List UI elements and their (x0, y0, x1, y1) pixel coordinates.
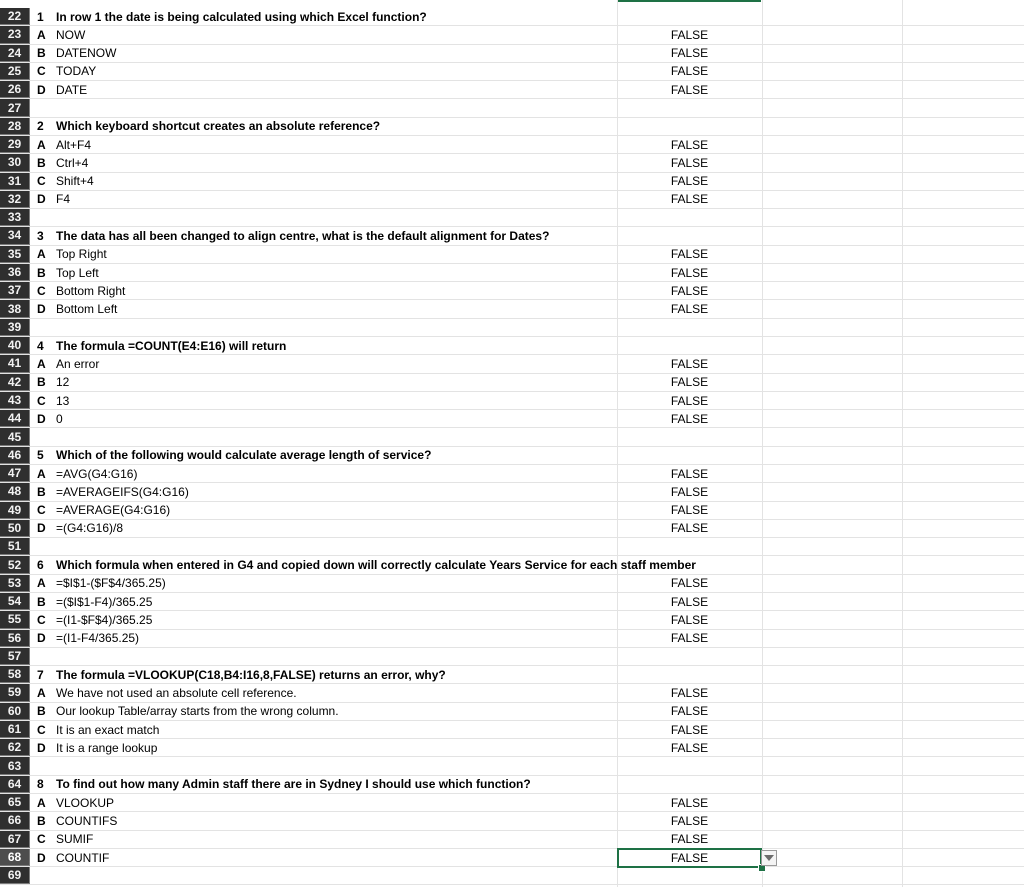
option-letter-cell[interactable]: C (37, 64, 46, 79)
answer-value-cell[interactable]: FALSE (670, 155, 709, 170)
row-header[interactable]: 26 (0, 81, 30, 98)
sheet-row[interactable] (0, 8, 1024, 26)
question-text-cell[interactable]: To find out how many Admin staff there are in Sydney I should use which function? (56, 777, 531, 792)
option-letter-cell[interactable]: C (37, 283, 46, 298)
answer-value-cell[interactable]: FALSE (670, 137, 709, 152)
answer-value-cell[interactable]: FALSE (670, 46, 709, 61)
option-text-cell[interactable]: =$I$1-($F$4/365.25) (56, 576, 166, 591)
sheet-row[interactable] (0, 849, 1024, 867)
row-header[interactable]: 65 (0, 794, 30, 811)
option-text-cell[interactable]: =(I1-$F$4)/365.25 (56, 612, 153, 627)
question-number-cell[interactable]: 7 (37, 667, 44, 682)
answer-value-cell[interactable]: FALSE (670, 27, 709, 42)
option-letter-cell[interactable] (37, 319, 53, 336)
row-header[interactable]: 55 (0, 611, 30, 628)
sheet-row[interactable] (0, 465, 1024, 483)
row-header[interactable]: 56 (0, 630, 30, 647)
sheet-row[interactable] (0, 575, 1024, 593)
answer-value-cell[interactable] (617, 337, 762, 354)
row-header[interactable]: 63 (0, 757, 30, 774)
row-header[interactable]: 49 (0, 502, 30, 519)
sheet-row[interactable] (0, 721, 1024, 739)
answer-value-cell[interactable]: FALSE (670, 411, 709, 426)
answer-value-cell[interactable]: FALSE (670, 503, 709, 518)
sheet-row[interactable] (0, 428, 1024, 446)
row-header[interactable]: 25 (0, 63, 30, 80)
question-text-cell[interactable]: Which keyboard shortcut creates an absolute reference? (56, 119, 381, 134)
sheet-row[interactable] (0, 831, 1024, 849)
row-header[interactable]: 24 (0, 45, 30, 62)
option-text-cell[interactable]: =AVERAGE(G4:G16) (56, 503, 171, 518)
option-text-cell[interactable]: =AVG(G4:G16) (56, 466, 138, 481)
row-header[interactable]: 61 (0, 721, 30, 738)
option-letter-cell[interactable] (37, 99, 53, 116)
option-text-cell[interactable]: Ctrl+4 (56, 155, 89, 170)
option-text-cell[interactable]: An error (56, 356, 100, 371)
option-letter-cell[interactable]: C (37, 832, 46, 847)
sheet-row[interactable] (0, 666, 1024, 684)
option-letter-cell[interactable]: B (37, 484, 46, 499)
sheet-row[interactable] (0, 319, 1024, 337)
sheet-row[interactable] (0, 355, 1024, 373)
row-header[interactable]: 62 (0, 739, 30, 756)
option-text-cell[interactable]: DATE (56, 82, 88, 97)
option-text-cell[interactable]: DATENOW (56, 46, 117, 61)
option-text-cell[interactable]: 13 (56, 393, 70, 408)
row-header[interactable]: 22 (0, 8, 30, 25)
option-text-cell[interactable]: COUNTIFS (56, 813, 118, 828)
row-header[interactable]: 66 (0, 812, 30, 829)
answer-value-cell[interactable] (617, 447, 762, 464)
option-text-cell[interactable]: Top Right (56, 247, 107, 262)
answer-value-cell[interactable]: FALSE (670, 704, 709, 719)
option-text-cell[interactable]: It is a range lookup (56, 740, 158, 755)
answer-value-cell[interactable]: FALSE (670, 174, 709, 189)
row-header[interactable]: 53 (0, 575, 30, 592)
sheet-row[interactable] (0, 794, 1024, 812)
answer-value-cell[interactable]: FALSE (670, 265, 709, 280)
sheet-row[interactable] (0, 136, 1024, 154)
answer-value-cell[interactable] (617, 428, 762, 445)
answer-value-cell[interactable]: FALSE (670, 247, 709, 262)
row-header[interactable]: 37 (0, 282, 30, 299)
option-letter-cell[interactable]: D (37, 192, 46, 207)
sheet-row[interactable] (0, 867, 1024, 885)
answer-value-cell[interactable]: FALSE (670, 521, 709, 536)
sheet-row[interactable] (0, 300, 1024, 318)
sheet-row[interactable] (0, 757, 1024, 775)
sheet-row[interactable] (0, 246, 1024, 264)
sheet-row[interactable] (0, 45, 1024, 63)
answer-value-cell[interactable] (617, 757, 762, 774)
option-text-cell[interactable]: NOW (56, 27, 86, 42)
sheet-row[interactable] (0, 739, 1024, 757)
answer-value-cell[interactable]: FALSE (670, 82, 709, 97)
option-letter-cell[interactable] (37, 538, 53, 555)
answer-value-cell[interactable] (617, 319, 762, 336)
chevron-down-icon (764, 855, 774, 861)
question-number-cell[interactable]: 3 (37, 228, 44, 243)
option-letter-cell[interactable]: A (37, 466, 46, 481)
sheet-row[interactable] (0, 648, 1024, 666)
answer-value-cell[interactable] (617, 209, 762, 226)
option-letter-cell[interactable]: A (37, 685, 46, 700)
row-header[interactable]: 39 (0, 319, 30, 336)
sheet-row[interactable] (0, 538, 1024, 556)
option-text-cell[interactable]: Shift+4 (56, 174, 94, 189)
option-letter-cell[interactable] (37, 757, 53, 774)
option-letter-cell[interactable]: B (37, 46, 46, 61)
option-text-cell[interactable]: SUMIF (56, 832, 94, 847)
option-letter-cell[interactable]: D (37, 411, 46, 426)
sheet-row[interactable] (0, 502, 1024, 520)
sheet-row[interactable] (0, 118, 1024, 136)
answer-value-cell[interactable]: FALSE (670, 484, 709, 499)
sheet-row[interactable] (0, 209, 1024, 227)
row-header[interactable]: 28 (0, 118, 30, 135)
sheet-row[interactable] (0, 191, 1024, 209)
row-header[interactable]: 44 (0, 410, 30, 427)
row-header[interactable]: 36 (0, 264, 30, 281)
row-header[interactable]: 23 (0, 26, 30, 43)
option-text-cell[interactable]: =(G4:G16)/8 (56, 521, 124, 536)
option-text-cell[interactable]: F4 (56, 192, 71, 207)
question-number-cell[interactable]: 5 (37, 448, 44, 463)
option-letter-cell[interactable] (37, 428, 53, 445)
option-text-cell[interactable]: Bottom Right (56, 283, 126, 298)
row-header[interactable]: 45 (0, 428, 30, 445)
option-text-cell[interactable]: Alt+F4 (56, 137, 92, 152)
answer-value-cell[interactable]: FALSE (670, 375, 709, 390)
sheet-row[interactable] (0, 447, 1024, 465)
option-letter-cell[interactable]: D (37, 850, 46, 865)
question-number-cell[interactable]: 4 (37, 338, 44, 353)
answer-value-cell[interactable]: FALSE (670, 685, 709, 700)
sheet-row[interactable] (0, 227, 1024, 245)
option-text-cell[interactable]: =AVERAGEIFS(G4:G16) (56, 484, 189, 499)
answer-value-cell[interactable] (617, 8, 762, 25)
sheet-row[interactable] (0, 337, 1024, 355)
row-header[interactable]: 27 (0, 99, 30, 116)
answer-value-cell[interactable] (617, 118, 762, 135)
row-header[interactable]: 40 (0, 337, 30, 354)
row-header[interactable]: 69 (0, 867, 30, 884)
question-text-cell[interactable]: The data has all been changed to align centre, what is the default alignment for Dates? (56, 228, 550, 243)
option-letter-cell[interactable]: D (37, 521, 46, 536)
question-number-cell[interactable]: 8 (37, 777, 44, 792)
row-header[interactable]: 59 (0, 684, 30, 701)
option-text-cell[interactable]: VLOOKUP (56, 795, 115, 810)
option-letter-cell[interactable]: D (37, 302, 46, 317)
option-letter-cell[interactable]: B (37, 594, 46, 609)
question-text-cell[interactable]: Which formula when entered in G4 and copied down will correctly calculate Years Service for each staff member (56, 558, 696, 573)
option-letter-cell[interactable]: B (37, 155, 46, 170)
sheet-row[interactable] (0, 392, 1024, 410)
sheet-row[interactable] (0, 173, 1024, 191)
row-header[interactable]: 52 (0, 556, 30, 573)
row-header[interactable]: 60 (0, 703, 30, 720)
row-header[interactable]: 48 (0, 483, 30, 500)
sheet-row[interactable] (0, 630, 1024, 648)
row-header[interactable]: 38 (0, 300, 30, 317)
option-text-cell[interactable]: Top Left (56, 265, 99, 280)
row-header[interactable]: 57 (0, 648, 30, 665)
option-letter-cell[interactable]: A (37, 27, 46, 42)
answer-value-cell[interactable] (617, 99, 762, 116)
answer-value-cell[interactable]: FALSE (670, 612, 709, 627)
option-letter-cell[interactable]: B (37, 375, 46, 390)
option-text-cell[interactable]: TODAY (56, 64, 97, 79)
answer-value-cell[interactable]: FALSE (670, 64, 709, 79)
option-text-cell[interactable]: It is an exact match (56, 722, 160, 737)
sheet-row[interactable] (0, 684, 1024, 702)
answer-value-cell[interactable]: FALSE (670, 795, 709, 810)
sheet-row[interactable] (0, 812, 1024, 830)
row-header[interactable]: 47 (0, 465, 30, 482)
answer-value-cell[interactable] (617, 556, 762, 573)
row-header[interactable]: 67 (0, 831, 30, 848)
option-letter-cell[interactable] (37, 867, 53, 884)
column-selection-indicator (618, 0, 761, 2)
answer-value-cell[interactable] (617, 776, 762, 793)
sheet-row[interactable] (0, 483, 1024, 501)
answer-value-cell[interactable]: FALSE (670, 740, 709, 755)
option-text-cell[interactable]: 12 (56, 375, 70, 390)
answer-value-cell[interactable]: FALSE (670, 576, 709, 591)
answer-value-cell[interactable]: FALSE (670, 302, 709, 317)
row-header[interactable]: 42 (0, 374, 30, 391)
answer-value-cell[interactable] (617, 867, 762, 884)
sheet-row[interactable] (0, 593, 1024, 611)
option-letter-cell[interactable]: A (37, 795, 46, 810)
answer-value-cell[interactable]: FALSE (670, 722, 709, 737)
answer-value-cell[interactable]: FALSE (670, 283, 709, 298)
answer-value-cell[interactable] (617, 648, 762, 665)
option-letter-cell[interactable]: D (37, 82, 46, 97)
option-text-cell[interactable]: =(I1-F4/365.25) (56, 631, 140, 646)
option-letter-cell[interactable] (37, 209, 53, 226)
row-header[interactable]: 68 (0, 849, 30, 866)
answer-value-cell[interactable]: FALSE (670, 594, 709, 609)
answer-value-cell[interactable] (617, 538, 762, 555)
row-header[interactable]: 43 (0, 392, 30, 409)
validation-dropdown-button[interactable] (761, 850, 777, 866)
option-text-cell[interactable]: Our lookup Table/array starts from the wrong column. (56, 704, 339, 719)
answer-value-cell[interactable]: FALSE (670, 631, 709, 646)
sheet-row[interactable] (0, 154, 1024, 172)
option-letter-cell[interactable]: C (37, 612, 46, 627)
sheet-row[interactable] (0, 374, 1024, 392)
question-number-cell[interactable]: 6 (37, 558, 44, 573)
option-letter-cell[interactable]: A (37, 247, 46, 262)
row-header[interactable]: 34 (0, 227, 30, 244)
sheet-row[interactable] (0, 556, 1024, 574)
option-letter-cell[interactable]: A (37, 356, 46, 371)
option-letter-cell[interactable]: A (37, 576, 46, 591)
answer-value-cell[interactable]: FALSE (670, 832, 709, 847)
row-header[interactable]: 64 (0, 776, 30, 793)
option-letter-cell[interactable]: C (37, 722, 46, 737)
row-header[interactable]: 33 (0, 209, 30, 226)
question-text-cell[interactable]: Which of the following would calculate average length of service? (56, 448, 432, 463)
sheet-row[interactable] (0, 26, 1024, 44)
option-letter-cell[interactable] (37, 648, 53, 665)
question-number-cell[interactable]: 2 (37, 119, 44, 134)
answer-value-cell[interactable]: FALSE (670, 813, 709, 828)
sheet-row[interactable] (0, 703, 1024, 721)
row-header[interactable]: 50 (0, 520, 30, 537)
row-header[interactable]: 54 (0, 593, 30, 610)
question-number-cell[interactable]: 1 (37, 9, 44, 24)
option-letter-cell[interactable]: C (37, 393, 46, 408)
option-letter-cell[interactable]: C (37, 503, 46, 518)
row-header[interactable]: 58 (0, 666, 30, 683)
row-header[interactable]: 32 (0, 191, 30, 208)
answer-value-cell[interactable] (617, 666, 762, 683)
sheet-row[interactable] (0, 776, 1024, 794)
sheet-row[interactable] (0, 264, 1024, 282)
row-header[interactable]: 29 (0, 136, 30, 153)
answer-value-cell[interactable] (617, 227, 762, 244)
option-letter-cell[interactable]: D (37, 740, 46, 755)
option-text-cell[interactable]: 0 (56, 411, 63, 426)
sheet-row[interactable] (0, 63, 1024, 81)
option-text-cell[interactable]: =($I$1-F4)/365.25 (56, 594, 153, 609)
row-header[interactable]: 41 (0, 355, 30, 372)
row-header[interactable]: 46 (0, 447, 30, 464)
option-letter-cell[interactable]: C (37, 174, 46, 189)
answer-value-cell[interactable]: FALSE (670, 393, 709, 408)
sheet-row[interactable] (0, 81, 1024, 99)
question-text-cell[interactable]: The formula =COUNT(E4:E16) will return (56, 338, 287, 353)
row-header[interactable]: 30 (0, 154, 30, 171)
answer-value-cell[interactable]: FALSE (670, 466, 709, 481)
option-text-cell[interactable]: COUNTIF (56, 850, 110, 865)
option-letter-cell[interactable]: B (37, 704, 46, 719)
option-text-cell[interactable]: Bottom Left (56, 302, 118, 317)
question-text-cell[interactable]: The formula =VLOOKUP(C18,B4:I16,8,FALSE) returns an error, why? (56, 667, 446, 682)
answer-value-cell[interactable]: FALSE (670, 192, 709, 207)
option-text-cell[interactable]: We have not used an absolute cell reference. (56, 685, 297, 700)
sheet-row[interactable] (0, 611, 1024, 629)
option-letter-cell[interactable]: D (37, 631, 46, 646)
sheet-row[interactable] (0, 520, 1024, 538)
option-letter-cell[interactable]: A (37, 137, 46, 152)
row-header[interactable]: 51 (0, 538, 30, 555)
option-letter-cell[interactable]: B (37, 265, 46, 280)
sheet-row[interactable] (0, 282, 1024, 300)
question-text-cell[interactable]: In row 1 the date is being calculated using which Excel function? (56, 9, 427, 24)
answer-value-cell[interactable]: FALSE (670, 850, 709, 865)
option-letter-cell[interactable]: B (37, 813, 46, 828)
row-header[interactable]: 35 (0, 246, 30, 263)
answer-value-cell[interactable]: FALSE (670, 356, 709, 371)
sheet-row[interactable] (0, 410, 1024, 428)
sheet-row[interactable] (0, 99, 1024, 117)
row-header[interactable]: 31 (0, 173, 30, 190)
